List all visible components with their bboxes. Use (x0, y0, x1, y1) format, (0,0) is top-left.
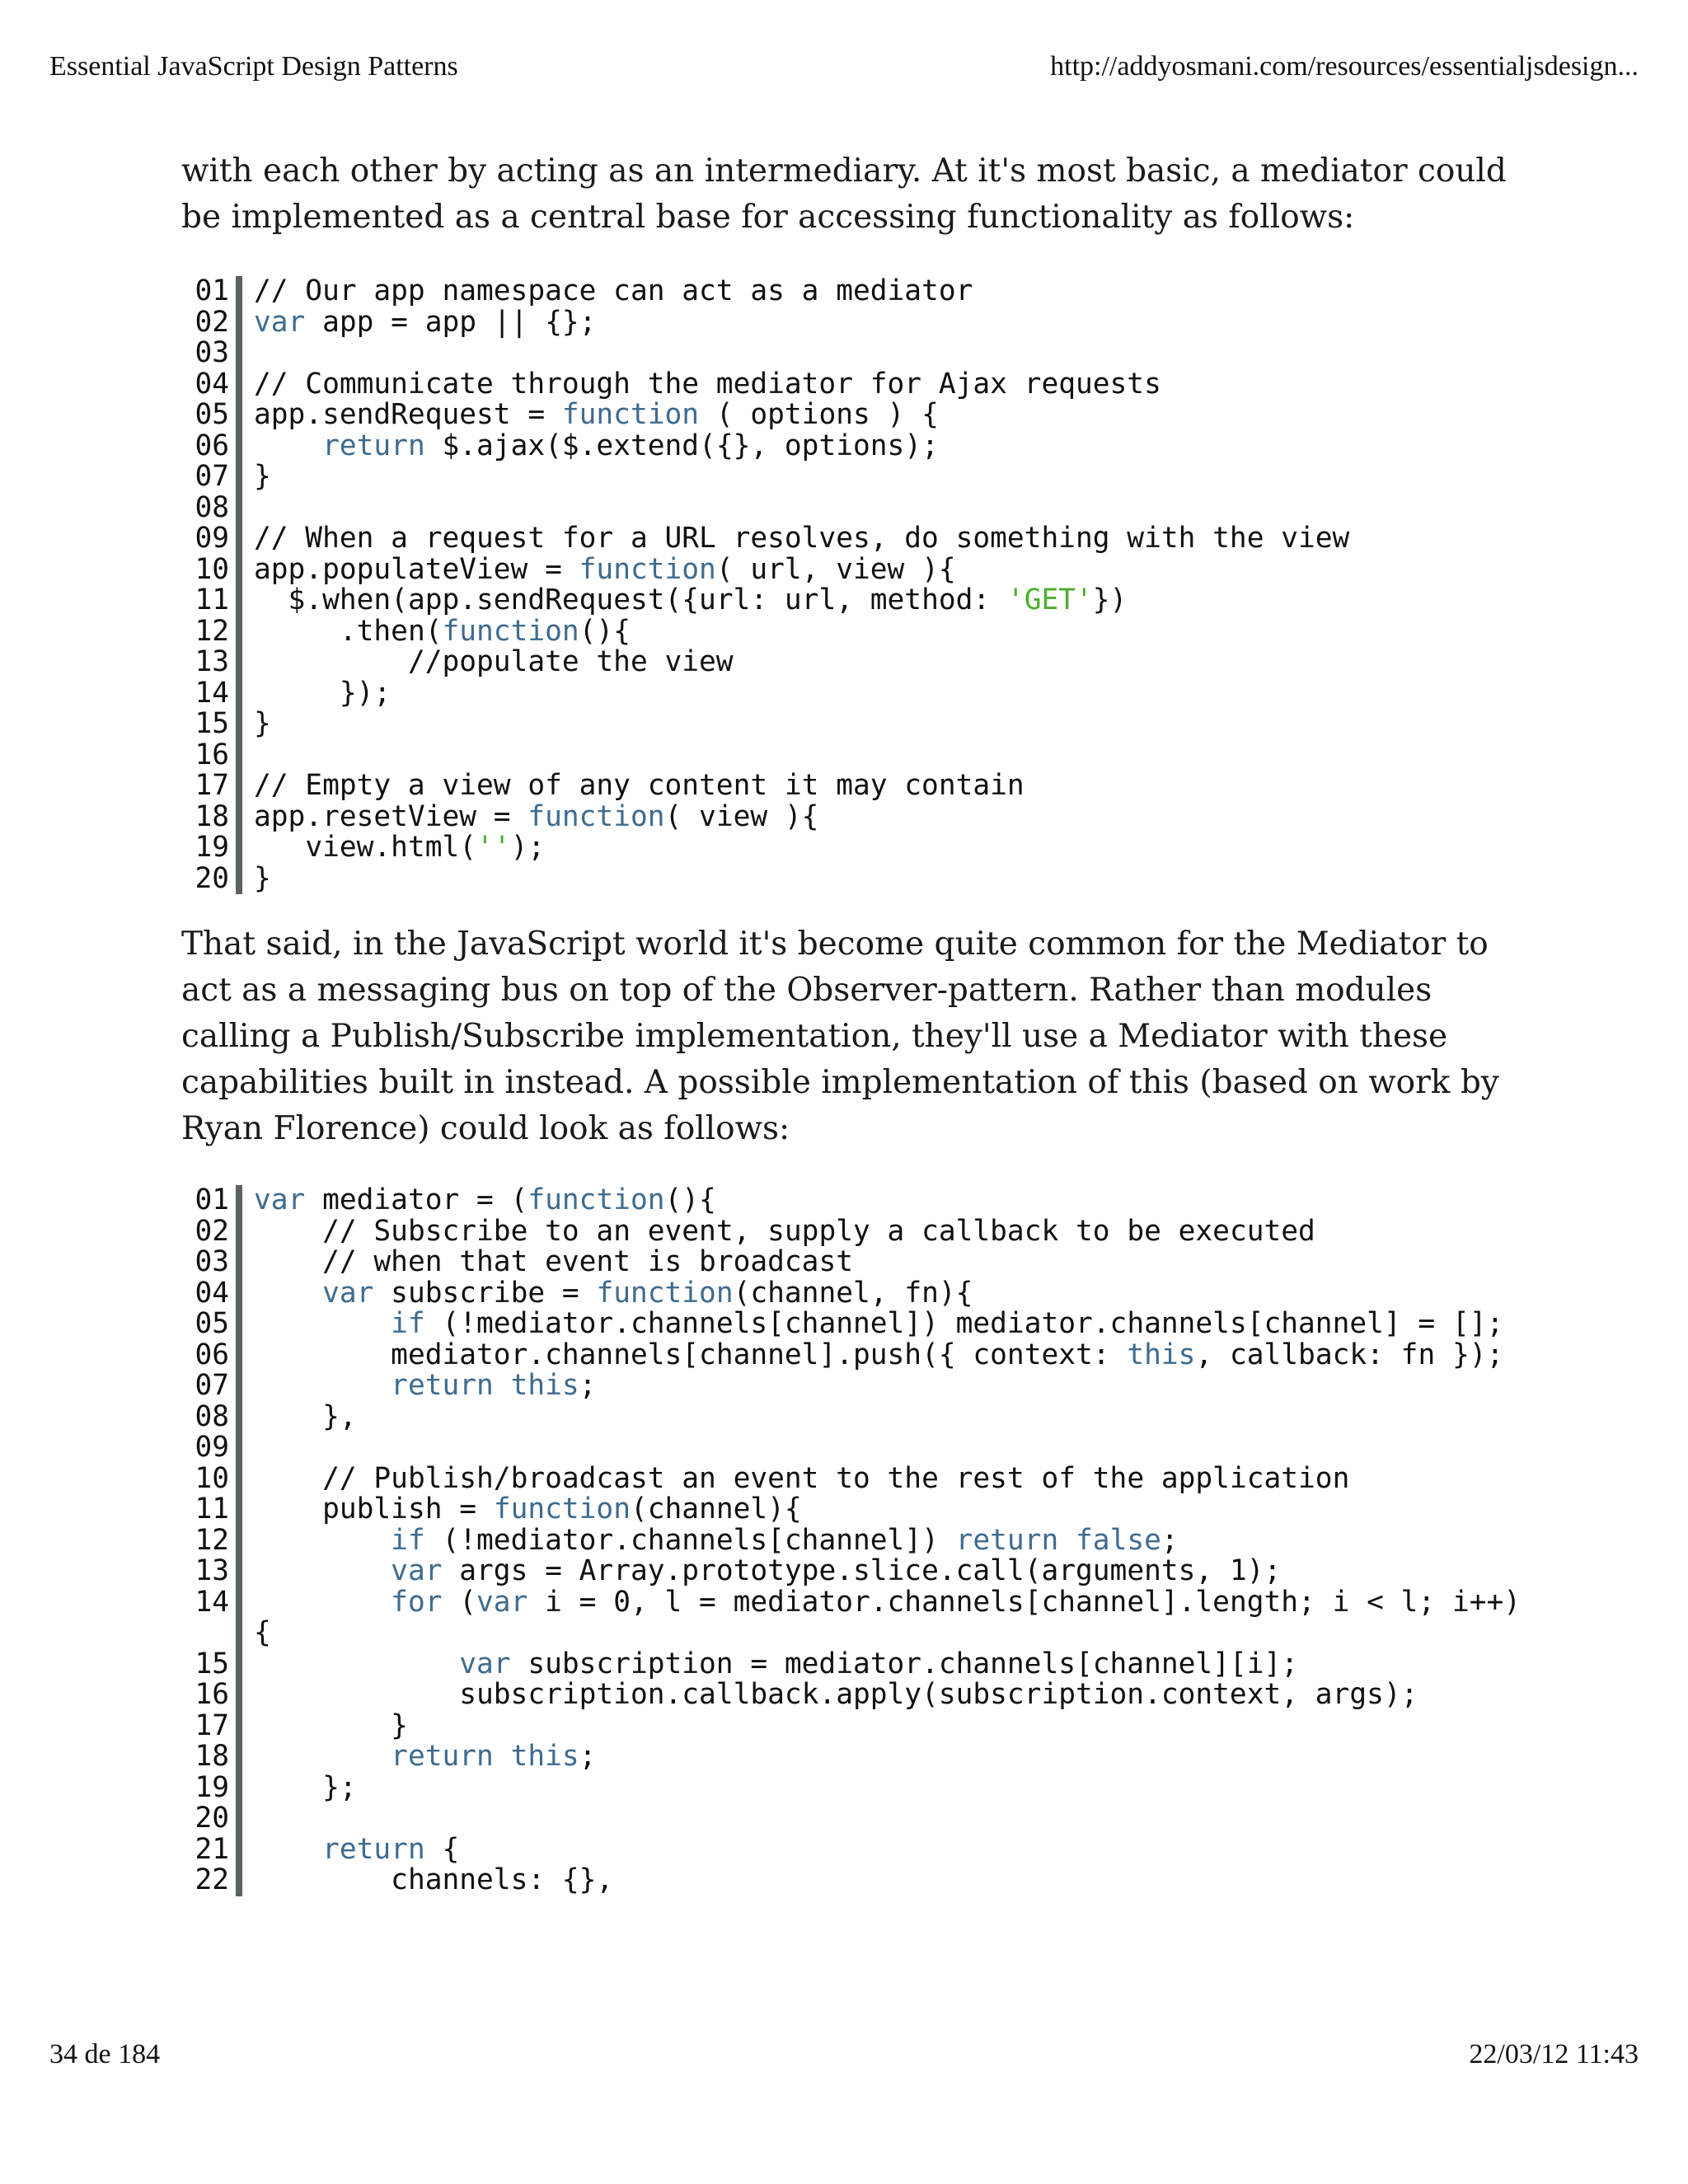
code-text (242, 1770, 1525, 1804)
code-text (242, 1494, 1525, 1526)
gutter-bar (236, 1711, 242, 1742)
line-number: 16 (195, 738, 229, 771)
code-token (254, 429, 322, 462)
line-number: 21 (195, 1832, 229, 1866)
code-token: , callback: fn }); (1195, 1338, 1522, 1371)
code-token: ); (510, 831, 546, 864)
gutter-bar (236, 1494, 242, 1526)
code-token: subscribe = (373, 1276, 597, 1310)
code-token: // when that event is broadcast (254, 1245, 853, 1278)
code-text (242, 276, 1525, 307)
code-token: app.sendRequest = (254, 398, 562, 431)
code-token: }; (254, 1770, 357, 1804)
code-line (190, 1494, 1525, 1526)
code-token: } (254, 460, 271, 493)
line-number: 08 (195, 1399, 229, 1433)
line-number: 09 (195, 1431, 229, 1464)
line-number: 03 (195, 336, 229, 369)
gutter-bar (236, 678, 242, 710)
line-number: 10 (195, 1461, 229, 1495)
code-line (190, 771, 1525, 802)
code-line (190, 1371, 1525, 1402)
code-keyword: function (528, 1183, 665, 1216)
gutter-bar (236, 431, 242, 462)
line-number: 19 (195, 831, 229, 864)
gutter-bar (236, 1803, 242, 1835)
code-text (242, 740, 1525, 771)
code-token: }); (254, 676, 392, 710)
code-line (190, 1803, 1525, 1835)
gutter-bar (236, 1464, 242, 1495)
code-line (190, 1216, 1525, 1248)
code-line (190, 431, 1525, 462)
code-block-app-mediator (190, 276, 1525, 894)
code-line (190, 1399, 1525, 1433)
code-line (190, 1770, 1525, 1804)
code-text (242, 799, 1525, 833)
code-token: channels: {}, (254, 1863, 614, 1896)
code-text (242, 1399, 1525, 1433)
code-token: app = app || {}; (305, 305, 597, 339)
line-number: 11 (195, 583, 229, 616)
code-line (190, 1461, 1525, 1495)
code-keyword: return (322, 429, 425, 462)
intro-paragraph-block (181, 148, 1533, 241)
gutter-bar (236, 1309, 242, 1340)
code-line (190, 740, 1525, 771)
code-text (242, 832, 1525, 864)
line-number: 01 (195, 274, 229, 307)
code-text (242, 1741, 1525, 1773)
line-number: 19 (195, 1770, 229, 1804)
gutter-bar (236, 555, 242, 586)
code-text (242, 462, 1525, 493)
code-string: '' (476, 831, 511, 864)
code-token: app.resetView = (254, 799, 528, 833)
line-number: 11 (195, 1493, 229, 1526)
code-line (190, 490, 1525, 524)
code-keyword: if (391, 1307, 425, 1340)
code-text (242, 1340, 1525, 1371)
code-keyword: for (391, 1585, 443, 1619)
code-line (190, 616, 1525, 648)
code-line (190, 1708, 1525, 1742)
code-text (242, 1523, 1525, 1557)
code-text (242, 552, 1525, 586)
code-token: app.populateView = (254, 552, 579, 586)
code-line (190, 1865, 1525, 1896)
line-number: 02 (195, 1214, 229, 1248)
code-token (254, 1369, 391, 1402)
gutter-bar (236, 369, 242, 401)
code-line (190, 1278, 1525, 1310)
code-text (242, 1216, 1525, 1248)
page-footer (49, 2039, 1639, 2070)
code-token (254, 1307, 391, 1340)
line-number: 10 (195, 552, 229, 586)
code-line (190, 585, 1525, 616)
code-string: 'GET' (1006, 583, 1093, 616)
code-text (242, 1461, 1525, 1495)
gutter-bar (236, 1340, 242, 1371)
code-keyword: function (596, 1276, 734, 1310)
line-number: 17 (195, 1708, 229, 1742)
code-text (242, 1680, 1525, 1711)
line-number: 09 (195, 522, 229, 555)
line-number: 01 (195, 1183, 229, 1216)
line-number: 22 (195, 1863, 229, 1896)
code-token: subscription = mediator.channels[channel][i]; (510, 1647, 1299, 1680)
code-token (254, 1586, 391, 1619)
gutter-bar (236, 832, 242, 864)
explanation-paragraph: That said, in the JavaScript world it's become quite common for the Mediator to act as a messaging bus on top of the Observer-pattern. Rather than modules calling a Publish/Subscribe implementation, they'll use a Mediator with these capabilities built in instead. A possible implementation of this (based on work by Ryan Florence) could look as follows: (181, 926, 1499, 1147)
code-keyword: function (579, 552, 716, 586)
code-keyword: return (391, 1369, 494, 1402)
line-number: 07 (195, 1369, 229, 1402)
code-token: (channel, fn){ (733, 1276, 973, 1310)
gutter-bar (236, 1587, 242, 1649)
code-line (190, 369, 1525, 401)
line-number: 20 (195, 1802, 229, 1835)
code-keyword: return (955, 1523, 1059, 1557)
code-line (190, 552, 1525, 586)
code-token: // Publish/broadcast an event to the rest of the application (254, 1461, 1350, 1495)
gutter-bar (236, 1556, 242, 1587)
gutter-bar (236, 400, 242, 431)
code-text (242, 1371, 1525, 1402)
intro-paragraph: with each other by acting as an intermediary. At it's most basic, a mediator could be implemented as a central base for accessing functionality as follows: (181, 152, 1507, 236)
gutter-bar (236, 740, 242, 771)
code-line (190, 1585, 1538, 1649)
code-token: } (254, 1708, 408, 1742)
code-text (242, 771, 1525, 802)
code-token (1058, 1524, 1076, 1557)
code-line (190, 1649, 1525, 1680)
code-text (242, 1185, 1525, 1216)
code-text (242, 709, 1525, 740)
code-line (190, 1556, 1525, 1587)
gutter-bar (236, 802, 242, 833)
code-line (190, 832, 1525, 864)
code-text (242, 616, 1525, 648)
gutter-bar (236, 1432, 242, 1464)
code-line (190, 1832, 1525, 1866)
line-number: 02 (195, 305, 229, 339)
code-token (254, 1277, 322, 1310)
code-keyword: function (561, 398, 700, 431)
code-text (242, 1585, 1538, 1649)
code-token: $.ajax($.extend({}, options); (424, 429, 939, 462)
code-text (242, 400, 1525, 431)
gutter-bar (236, 493, 242, 524)
code-token: view.html( (254, 831, 477, 864)
code-token: ( view ){ (664, 799, 819, 833)
code-text (242, 523, 1525, 555)
code-token: publish = (254, 1493, 494, 1526)
code-line (190, 709, 1525, 740)
code-token: }, (254, 1399, 357, 1433)
line-number: 17 (195, 769, 229, 802)
code-token: mediator = ( (305, 1183, 528, 1216)
code-token: ; (579, 1369, 597, 1402)
code-token: ; (1160, 1523, 1179, 1557)
gutter-bar (236, 1649, 242, 1680)
line-number: 08 (195, 490, 229, 524)
code-keyword: return (322, 1832, 425, 1866)
code-keyword: var (322, 1276, 374, 1310)
code-line (190, 1185, 1525, 1216)
code-keyword: this (510, 1740, 579, 1773)
source-url: http://addyosmani.com/resources/essentialjsdesign... (1050, 51, 1639, 82)
code-text (242, 647, 1525, 678)
code-token: (){ (579, 614, 631, 648)
line-number: 06 (195, 1338, 229, 1371)
gutter-bar (236, 1773, 242, 1804)
code-token: // Empty a view of any content it may contain (254, 769, 1025, 802)
code-keyword: var (254, 305, 306, 339)
code-token: (!mediator.channels[channel]) (424, 1523, 956, 1557)
code-line (190, 861, 1525, 895)
code-keyword: return (391, 1740, 494, 1773)
code-text (242, 1278, 1525, 1310)
line-number: 12 (195, 1523, 229, 1557)
code-token: { (424, 1832, 460, 1866)
code-line (190, 678, 1525, 710)
code-text (242, 585, 1525, 616)
code-text (242, 1247, 1525, 1278)
code-keyword: this (1127, 1338, 1196, 1371)
code-keyword: if (391, 1523, 425, 1557)
code-keyword: this (510, 1369, 579, 1402)
line-number: 14 (195, 1585, 229, 1619)
line-number: 18 (195, 1740, 229, 1773)
gutter-bar (236, 1865, 242, 1896)
code-token: $.when(app.sendRequest({url: url, method: (254, 583, 1007, 616)
code-line (190, 400, 1525, 431)
code-line (190, 462, 1525, 493)
code-token: i = 0, l = mediator.channels[channel].length; i < l; i++) { (254, 1585, 1538, 1649)
code-token: subscription.callback.apply(subscription.context, args); (254, 1678, 1418, 1711)
code-token: mediator.channels[channel].push({ context: (254, 1338, 1128, 1371)
code-line (190, 307, 1525, 339)
code-token: (channel){ (630, 1493, 802, 1526)
code-token: // Communicate through the mediator for Ajax requests (254, 367, 1161, 401)
gutter-bar (236, 1278, 242, 1310)
line-number: 05 (195, 398, 229, 431)
code-line (190, 1680, 1525, 1711)
line-number: 04 (195, 1276, 229, 1310)
code-text (242, 431, 1525, 462)
code-keyword: var (391, 1554, 443, 1587)
code-token (254, 1833, 322, 1866)
gutter-bar (236, 709, 242, 740)
code-text (242, 493, 1525, 524)
code-text (242, 1708, 1525, 1742)
code-keyword: false (1076, 1523, 1161, 1557)
line-number: 15 (195, 1647, 229, 1680)
line-number: 14 (195, 676, 229, 710)
code-token: (!mediator.channels[channel]) mediator.channels[channel] = []; (424, 1307, 1522, 1340)
line-number: 13 (195, 645, 229, 678)
code-line (190, 1340, 1525, 1371)
code-line (190, 799, 1525, 833)
code-text (242, 1832, 1525, 1866)
code-keyword: var (476, 1585, 528, 1619)
code-text (242, 861, 1525, 895)
code-text (242, 338, 1525, 369)
code-keyword: var (254, 1183, 306, 1216)
code-text (242, 1432, 1525, 1464)
code-token: ( options ) { (699, 398, 939, 431)
page-header (49, 51, 1639, 82)
code-token: // Our app namespace can act as a mediator (254, 274, 973, 307)
code-token: //populate the view (254, 645, 734, 678)
code-token (254, 1524, 391, 1557)
line-number: 20 (195, 861, 229, 895)
page-number: 34 de 184 (49, 2039, 161, 2069)
code-token: ( (442, 1585, 477, 1619)
gutter-bar (236, 1835, 242, 1866)
document-title: Essential JavaScript Design Patterns (49, 51, 458, 82)
code-line (190, 647, 1525, 678)
print-datetime: 22/03/12 11:43 (1469, 2039, 1639, 2069)
code-keyword: function (442, 614, 579, 648)
code-token: } (254, 707, 271, 740)
code-block-mediator-pubsub (190, 1183, 1538, 1896)
code-text (242, 1865, 1525, 1896)
code-token (494, 1740, 511, 1773)
code-token (254, 1647, 459, 1680)
gutter-bar (236, 1402, 242, 1433)
code-token: .then( (254, 614, 443, 648)
gutter-bar (236, 1247, 242, 1278)
line-number: 18 (195, 799, 229, 833)
gutter-bar (236, 1741, 242, 1773)
line-number: 05 (195, 1307, 229, 1340)
code-line (190, 1432, 1525, 1464)
code-token: ( url, view ){ (715, 552, 956, 586)
code-token: }) (1092, 583, 1128, 616)
gutter-bar (236, 585, 242, 616)
code-token: // When a request for a URL resolves, do something with the view (254, 522, 1350, 555)
gutter-bar (236, 338, 242, 369)
code-text (242, 1649, 1525, 1680)
code-text (242, 1803, 1525, 1835)
code-token: } (254, 861, 271, 895)
code-line (190, 1247, 1525, 1278)
code-line (190, 338, 1525, 369)
code-line (190, 523, 1525, 555)
gutter-bar (236, 1526, 242, 1557)
gutter-bar (236, 647, 242, 678)
line-number: 03 (195, 1245, 229, 1278)
gutter-bar (236, 523, 242, 555)
line-number: 04 (195, 367, 229, 401)
code-token: args = Array.prototype.slice.call(arguments, 1); (442, 1554, 1282, 1587)
line-number: 06 (195, 429, 229, 462)
gutter-bar (236, 1371, 242, 1402)
code-text (242, 307, 1525, 339)
gutter-bar (236, 1185, 242, 1216)
line-number: 15 (195, 707, 229, 740)
line-number: 16 (195, 1678, 229, 1711)
code-token: ; (579, 1740, 597, 1773)
gutter-bar (236, 1216, 242, 1248)
code-token (254, 1554, 391, 1587)
gutter-bar (236, 864, 242, 895)
gutter-bar (236, 616, 242, 648)
code-line (190, 1309, 1525, 1340)
code-text (242, 678, 1525, 710)
code-text (242, 1309, 1525, 1340)
gutter-bar (236, 1680, 242, 1711)
code-text (242, 369, 1525, 401)
explanation-paragraph-block (181, 921, 1533, 1152)
line-number: 12 (195, 614, 229, 648)
code-keyword: function (528, 799, 665, 833)
gutter-bar (236, 462, 242, 493)
code-line (190, 276, 1525, 307)
code-keyword: var (459, 1647, 511, 1680)
code-line (190, 1741, 1525, 1773)
gutter-bar (236, 276, 242, 307)
code-line (190, 1523, 1525, 1557)
gutter-bar (236, 771, 242, 802)
code-token (494, 1369, 511, 1402)
line-number: 13 (195, 1554, 229, 1587)
code-keyword: function (493, 1493, 631, 1526)
code-text (242, 1556, 1525, 1587)
code-token (254, 1740, 391, 1773)
code-token: // Subscribe to an event, supply a callback to be executed (254, 1214, 1315, 1248)
code-token: (){ (664, 1183, 716, 1216)
gutter-bar (236, 307, 242, 339)
line-number: 07 (195, 460, 229, 493)
